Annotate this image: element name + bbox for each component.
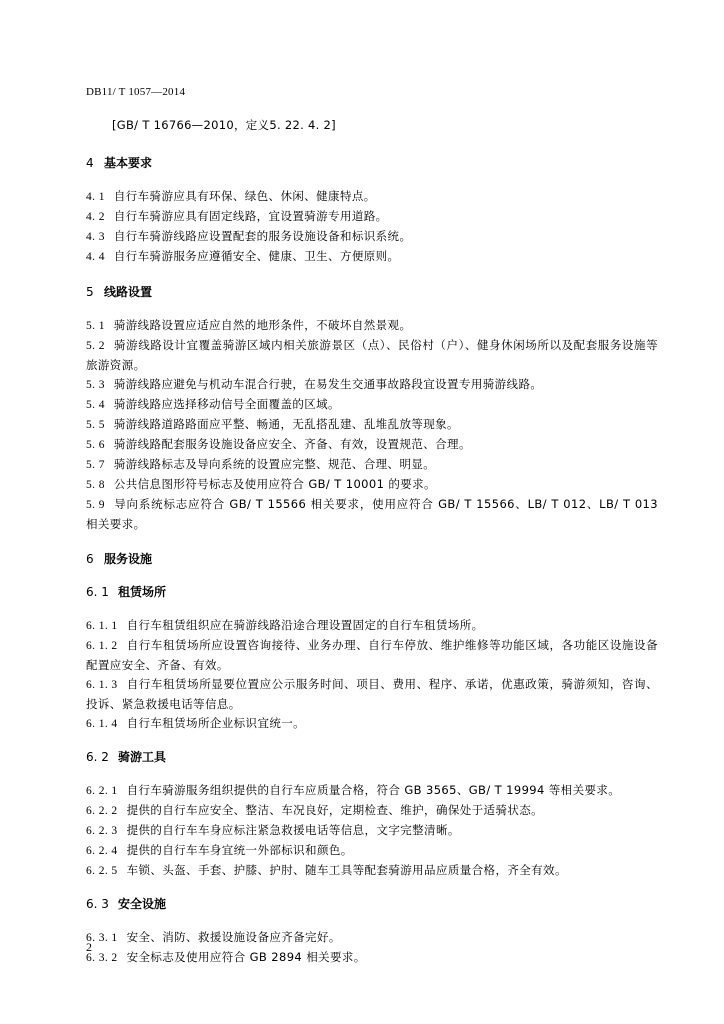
clause-item bbox=[86, 616, 658, 636]
document-body bbox=[86, 154, 658, 968]
clause-text: 自行车租赁场所显要位置应公示服务时间、项目、费用、程序、承诺，优惠政策，骑游须知，咨询、投诉、紧急救援电话等信息。 bbox=[86, 677, 658, 711]
clause-number: 6. 2. 2 bbox=[86, 805, 118, 817]
page-number: 2 bbox=[86, 940, 92, 954]
subsection-number: 6. 3 bbox=[86, 897, 109, 911]
clause-item bbox=[86, 435, 658, 455]
subsection-heading-6-1 bbox=[86, 583, 658, 602]
clause-text: 骑游线路设计宜覆盖骑游区域内相关旅游景区（点）、民俗村（户）、健身休闲场所以及配套服务设施等旅游资源。 bbox=[86, 338, 658, 372]
clause-number: 6. 1. 3 bbox=[86, 679, 118, 691]
section-number: 5 bbox=[86, 285, 94, 299]
clause-text: 骑游线路设置应适应自然的地形条件，不破坏自然景观。 bbox=[113, 318, 412, 332]
clause-text: 公共信息图形符号标志及使用应符合 GB/ T 10001 的要求。 bbox=[113, 477, 436, 491]
clause-number: 6. 2. 1 bbox=[86, 785, 118, 797]
section-heading-5 bbox=[86, 283, 658, 302]
clause-item bbox=[86, 247, 658, 267]
clause-number: 5. 9 bbox=[86, 499, 105, 511]
clause-item bbox=[86, 187, 658, 207]
section-number: 4 bbox=[86, 156, 94, 170]
clause-number: 5. 6 bbox=[86, 439, 105, 451]
section-title: 线路设置 bbox=[104, 285, 153, 299]
clause-text: 自行车骑游应具有固定线路，宜设置骑游专用道路。 bbox=[113, 209, 388, 223]
clause-number: 5. 8 bbox=[86, 479, 105, 491]
clause-item bbox=[86, 821, 658, 841]
clause-number: 6. 1. 4 bbox=[86, 718, 118, 730]
clause-text: 安全标志及使用应符合 GB 2894 相关要求。 bbox=[126, 950, 366, 964]
clause-item bbox=[86, 455, 658, 475]
section-heading-6 bbox=[86, 550, 658, 569]
clause-text: 提供的自行车车身应标注紧急救援电话等信息，文字完整清晰。 bbox=[126, 823, 460, 837]
clause-item bbox=[86, 495, 658, 534]
clause-item bbox=[86, 336, 658, 375]
clause-text: 自行车租赁场所企业标识宜统一。 bbox=[126, 716, 306, 730]
clause-text: 提供的自行车车身宜统一外部标识和颜色。 bbox=[126, 843, 353, 857]
clause-item bbox=[86, 316, 658, 336]
clause-text: 自行车租赁组织应在骑游线路沿途合理设置固定的自行车租赁场所。 bbox=[126, 618, 484, 632]
clause-item bbox=[86, 415, 658, 435]
subsection-heading-6-3 bbox=[86, 895, 658, 914]
clause-number: 5. 7 bbox=[86, 459, 105, 471]
clause-text: 骑游线路道路路面应平整、畅通，无乱搭乱建、乱堆乱放等现象。 bbox=[113, 417, 459, 431]
clause-number: 5. 4 bbox=[86, 399, 105, 411]
subsection-6-3-items bbox=[86, 928, 658, 968]
clause-text: 骑游线路标志及导向系统的设置应完整、规范、合理、明显。 bbox=[113, 457, 436, 471]
clause-item bbox=[86, 227, 658, 247]
clause-text: 自行车租赁场所应设置咨询接待、业务办理、自行车停放、维护维修等功能区域，各功能区设施设备配置应安全、齐备、有效。 bbox=[86, 638, 658, 672]
clause-item bbox=[86, 636, 658, 675]
clause-text: 骑游线路配套服务设施设备应安全、齐备、有效，设置规范、合理。 bbox=[113, 437, 471, 451]
clause-number: 4. 2 bbox=[86, 211, 105, 223]
subsection-6-2-items bbox=[86, 781, 658, 881]
subsection-title: 租赁场所 bbox=[118, 585, 167, 599]
clause-number: 5. 1 bbox=[86, 320, 105, 332]
subsection-title: 骑游工具 bbox=[118, 750, 167, 764]
clause-text: 自行车骑游服务应遵循安全、健康、卫生、方便原则。 bbox=[113, 249, 400, 263]
clause-number: 6. 1. 1 bbox=[86, 620, 118, 632]
clause-item bbox=[86, 675, 658, 714]
clause-number: 5. 3 bbox=[86, 379, 105, 391]
clause-number: 4. 4 bbox=[86, 251, 105, 263]
clause-item bbox=[86, 861, 658, 881]
clause-item bbox=[86, 801, 658, 821]
clause-item bbox=[86, 475, 658, 495]
clause-number: 6. 1. 2 bbox=[86, 640, 118, 652]
document-header-id: DB11/ T 1057—2014 bbox=[86, 86, 186, 98]
clause-number: 6. 2. 4 bbox=[86, 845, 118, 857]
clause-number: 6. 3. 1 bbox=[86, 932, 118, 944]
section-heading-4 bbox=[86, 154, 658, 173]
clause-number: 4. 1 bbox=[86, 191, 105, 203]
subsection-number: 6. 1 bbox=[86, 585, 109, 599]
clause-text: 骑游线路应选择移动信号全面覆盖的区域。 bbox=[113, 397, 340, 411]
clause-number: 6. 2. 3 bbox=[86, 825, 118, 837]
subsection-6-1-items bbox=[86, 616, 658, 734]
clause-number: 4. 3 bbox=[86, 231, 105, 243]
section-title: 基本要求 bbox=[104, 156, 153, 170]
subsection-number: 6. 2 bbox=[86, 750, 109, 764]
subsection-title: 安全设施 bbox=[118, 897, 167, 911]
subsection-heading-6-2 bbox=[86, 748, 658, 767]
section-title: 服务设施 bbox=[104, 552, 153, 566]
clause-number: 5. 2 bbox=[86, 340, 105, 352]
clause-item bbox=[86, 781, 658, 801]
clause-text: 自行车骑游服务组织提供的自行车应质量合格，符合 GB 3565、GB/ T 19994 等相关要求。 bbox=[126, 783, 621, 797]
clause-text: 车锁、头盔、手套、护膝、护肘、随车工具等配套骑游用品应质量合格，齐全有效。 bbox=[126, 863, 567, 877]
section-number: 6 bbox=[86, 552, 94, 566]
clause-item bbox=[86, 395, 658, 415]
section-5-items bbox=[86, 316, 658, 534]
clause-text: 安全、消防、救援设施设备应齐备完好。 bbox=[126, 930, 341, 944]
clause-number: 6. 3. 2 bbox=[86, 952, 118, 964]
clause-text: 自行车骑游应具有环保、绿色、休闲、健康特点。 bbox=[113, 189, 376, 203]
clause-number: 5. 5 bbox=[86, 419, 105, 431]
clause-item bbox=[86, 841, 658, 861]
clause-item bbox=[86, 928, 658, 948]
clause-item bbox=[86, 714, 658, 734]
clause-text: 提供的自行车应安全、整洁、车况良好，定期检查、维护，确保处于适骑状态。 bbox=[126, 803, 544, 817]
clause-text: 导向系统标志应符合 GB/ T 15566 相关要求，使用应符合 GB/ T 15566、LB/ T 012、LB/ T 013 相关要求。 bbox=[86, 497, 658, 531]
section-4-items bbox=[86, 187, 658, 267]
definition-reference: [GB/ T 16766—2010，定义5. 22. 4. 2] bbox=[112, 118, 336, 132]
clause-text: 自行车骑游线路应设置配套的服务设施设备和标识系统。 bbox=[113, 229, 412, 243]
clause-number: 6. 2. 5 bbox=[86, 865, 118, 877]
clause-item bbox=[86, 375, 658, 395]
clause-item bbox=[86, 948, 658, 968]
clause-item bbox=[86, 207, 658, 227]
clause-text: 骑游线路应避免与机动车混合行驶，在易发生交通事故路段宜设置专用骑游线路。 bbox=[113, 377, 543, 391]
